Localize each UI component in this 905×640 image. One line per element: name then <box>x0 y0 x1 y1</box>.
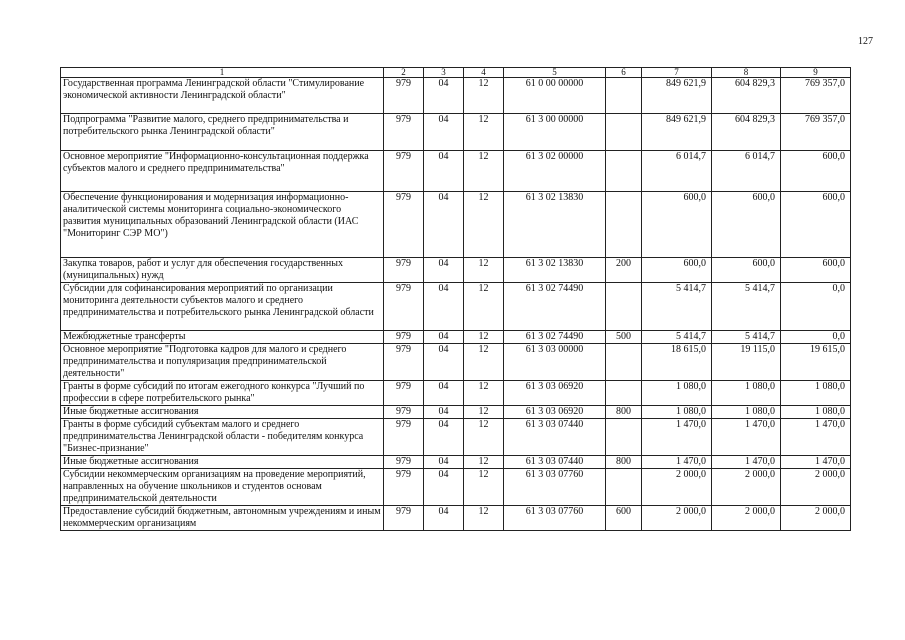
table-row <box>61 151 851 192</box>
row-value-cell: 979 <box>384 192 424 258</box>
row-value-cell: 04 <box>424 192 464 258</box>
row-value-cell: 61 3 02 00000 <box>504 151 606 192</box>
column-header: 7 <box>642 68 712 78</box>
column-header: 8 <box>712 68 781 78</box>
column-header: 2 <box>384 68 424 78</box>
column-header: 5 <box>504 68 606 78</box>
table-row <box>61 419 851 456</box>
row-value-cell: 12 <box>464 506 504 531</box>
row-value-cell: 979 <box>384 469 424 506</box>
row-value-cell: 600 <box>606 506 642 531</box>
row-value-cell <box>606 419 642 456</box>
row-value-cell: 1 470,0 <box>712 456 781 469</box>
row-name-cell: Гранты в форме субсидий субъектам малого и среднего предпринимательства Ленинградской области - победителям конкурса "Бизнес-признание" <box>61 419 384 456</box>
row-name-cell: Гранты в форме субсидий по итогам ежегодного конкурса "Лучший по профессии в сфере потребительского рынка" <box>61 381 384 406</box>
row-value-cell: 04 <box>424 469 464 506</box>
row-value-cell: 6 014,7 <box>642 151 712 192</box>
row-value-cell: 0,0 <box>781 331 851 344</box>
row-value-cell: 1 080,0 <box>781 406 851 419</box>
row-name-cell: Субсидии некоммерческим организациям на проведение мероприятий, направленных на обучение школьников и студентов основам предпринимательской деятельности <box>61 469 384 506</box>
column-header: 9 <box>781 68 851 78</box>
table-row <box>61 469 851 506</box>
row-value-cell: 849 621,9 <box>642 114 712 151</box>
row-name-cell: Обеспечение функционирования и модернизация информационно-аналитической системы мониторинга социально-экономического развития муниципальных образований Ленинградской области (ИАС "Мониторинг СЭР МО") <box>61 192 384 258</box>
row-value-cell: 1 470,0 <box>781 419 851 456</box>
row-name-cell: Иные бюджетные ассигнования <box>61 406 384 419</box>
row-value-cell: 04 <box>424 258 464 283</box>
row-value-cell: 849 621,9 <box>642 78 712 114</box>
table-row <box>61 456 851 469</box>
row-name-cell: Основное мероприятие "Подготовка кадров для малого и среднего предпринимательства и популяризация предпринимательской деятельности" <box>61 344 384 381</box>
row-name-cell: Основное мероприятие "Информационно-консультационная поддержка субъектов малого и среднего предпринимательства" <box>61 151 384 192</box>
row-value-cell <box>606 283 642 331</box>
row-value-cell: 800 <box>606 456 642 469</box>
row-value-cell: 769 357,0 <box>781 114 851 151</box>
row-value-cell: 12 <box>464 151 504 192</box>
row-value-cell: 979 <box>384 78 424 114</box>
row-value-cell: 04 <box>424 344 464 381</box>
row-value-cell: 979 <box>384 151 424 192</box>
table-header-row <box>61 68 851 78</box>
row-value-cell: 5 414,7 <box>642 331 712 344</box>
row-value-cell: 61 0 00 00000 <box>504 78 606 114</box>
row-value-cell: 04 <box>424 456 464 469</box>
row-value-cell: 61 3 02 74490 <box>504 283 606 331</box>
row-value-cell: 61 3 03 06920 <box>504 406 606 419</box>
column-header: 4 <box>464 68 504 78</box>
row-value-cell: 979 <box>384 381 424 406</box>
row-name-cell: Закупка товаров, работ и услуг для обеспечения государственных (муниципальных) нужд <box>61 258 384 283</box>
row-value-cell: 600,0 <box>781 151 851 192</box>
row-value-cell: 1 470,0 <box>712 419 781 456</box>
row-value-cell: 979 <box>384 344 424 381</box>
row-value-cell: 19 115,0 <box>712 344 781 381</box>
row-value-cell: 04 <box>424 406 464 419</box>
column-header: 6 <box>606 68 642 78</box>
row-value-cell: 04 <box>424 78 464 114</box>
row-name-cell: Государственная программа Ленинградской области "Стимулирование экономической активности Ленинградской области" <box>61 78 384 114</box>
row-value-cell <box>606 469 642 506</box>
budget-table <box>60 67 851 531</box>
row-value-cell <box>606 381 642 406</box>
row-value-cell: 12 <box>464 456 504 469</box>
row-value-cell: 979 <box>384 506 424 531</box>
row-name-cell: Подпрограмма "Развитие малого, среднего предпринимательства и потребительского рынка Ленинградской области" <box>61 114 384 151</box>
row-value-cell: 604 829,3 <box>712 114 781 151</box>
row-value-cell: 04 <box>424 114 464 151</box>
row-value-cell: 800 <box>606 406 642 419</box>
row-value-cell: 1 080,0 <box>642 406 712 419</box>
table-row <box>61 344 851 381</box>
row-value-cell: 61 3 02 13830 <box>504 258 606 283</box>
table-row <box>61 78 851 114</box>
row-value-cell: 2 000,0 <box>712 506 781 531</box>
table-row <box>61 381 851 406</box>
row-value-cell: 12 <box>464 331 504 344</box>
row-value-cell <box>606 114 642 151</box>
table-row <box>61 506 851 531</box>
row-value-cell: 12 <box>464 192 504 258</box>
row-value-cell <box>606 344 642 381</box>
row-value-cell: 12 <box>464 78 504 114</box>
row-value-cell <box>606 192 642 258</box>
row-value-cell: 1 470,0 <box>781 456 851 469</box>
row-value-cell: 2 000,0 <box>712 469 781 506</box>
row-value-cell: 61 3 02 74490 <box>504 331 606 344</box>
row-name-cell: Иные бюджетные ассигнования <box>61 456 384 469</box>
table-row <box>61 114 851 151</box>
row-value-cell: 979 <box>384 331 424 344</box>
column-header: 1 <box>61 68 384 78</box>
row-value-cell: 61 3 03 06920 <box>504 381 606 406</box>
row-value-cell: 12 <box>464 344 504 381</box>
table-row <box>61 258 851 283</box>
row-value-cell <box>606 151 642 192</box>
table-row <box>61 331 851 344</box>
row-value-cell: 1 470,0 <box>642 419 712 456</box>
row-value-cell: 979 <box>384 406 424 419</box>
row-value-cell: 2 000,0 <box>781 469 851 506</box>
row-value-cell: 19 615,0 <box>781 344 851 381</box>
row-value-cell: 600,0 <box>642 192 712 258</box>
row-value-cell: 200 <box>606 258 642 283</box>
row-value-cell: 0,0 <box>781 283 851 331</box>
row-value-cell: 5 414,7 <box>712 283 781 331</box>
row-value-cell: 12 <box>464 469 504 506</box>
row-value-cell: 600,0 <box>712 258 781 283</box>
row-value-cell: 18 615,0 <box>642 344 712 381</box>
row-value-cell: 5 414,7 <box>712 331 781 344</box>
row-name-cell: Субсидии для софинансирования мероприятий по организации мониторинга деятельности субъектов малого и среднего предпринимательства и потребительского рынка Ленинградской области <box>61 283 384 331</box>
row-value-cell: 61 3 03 00000 <box>504 344 606 381</box>
column-header: 3 <box>424 68 464 78</box>
row-value-cell: 1 080,0 <box>712 406 781 419</box>
row-value-cell: 04 <box>424 151 464 192</box>
row-value-cell: 979 <box>384 456 424 469</box>
row-value-cell: 12 <box>464 114 504 151</box>
row-value-cell: 979 <box>384 114 424 151</box>
row-value-cell: 04 <box>424 331 464 344</box>
row-value-cell: 2 000,0 <box>642 469 712 506</box>
row-value-cell: 2 000,0 <box>642 506 712 531</box>
row-value-cell: 604 829,3 <box>712 78 781 114</box>
row-value-cell: 04 <box>424 283 464 331</box>
row-value-cell: 12 <box>464 419 504 456</box>
row-value-cell: 1 080,0 <box>712 381 781 406</box>
row-value-cell: 12 <box>464 283 504 331</box>
row-value-cell: 61 3 03 07760 <box>504 469 606 506</box>
row-value-cell: 600,0 <box>712 192 781 258</box>
row-value-cell: 5 414,7 <box>642 283 712 331</box>
row-value-cell: 61 3 02 13830 <box>504 192 606 258</box>
row-value-cell: 61 3 03 07440 <box>504 456 606 469</box>
row-value-cell: 1 470,0 <box>642 456 712 469</box>
row-value-cell: 600,0 <box>642 258 712 283</box>
row-value-cell: 769 357,0 <box>781 78 851 114</box>
row-name-cell: Межбюджетные трансферты <box>61 331 384 344</box>
row-value-cell: 600,0 <box>781 192 851 258</box>
row-value-cell: 04 <box>424 419 464 456</box>
row-value-cell: 61 3 00 00000 <box>504 114 606 151</box>
row-value-cell: 6 014,7 <box>712 151 781 192</box>
row-value-cell: 1 080,0 <box>642 381 712 406</box>
row-value-cell: 979 <box>384 283 424 331</box>
row-name-cell: Предоставление субсидий бюджетным, автономным учреждениям и иным некоммерческим организациям <box>61 506 384 531</box>
row-value-cell: 12 <box>464 406 504 419</box>
table-row <box>61 192 851 258</box>
row-value-cell: 61 3 03 07760 <box>504 506 606 531</box>
row-value-cell: 979 <box>384 419 424 456</box>
row-value-cell: 979 <box>384 258 424 283</box>
row-value-cell: 12 <box>464 381 504 406</box>
row-value-cell: 500 <box>606 331 642 344</box>
table-row <box>61 283 851 331</box>
row-value-cell: 04 <box>424 381 464 406</box>
row-value-cell: 04 <box>424 506 464 531</box>
row-value-cell: 12 <box>464 258 504 283</box>
page-number: 127 <box>858 36 873 47</box>
row-value-cell <box>606 78 642 114</box>
row-value-cell: 2 000,0 <box>781 506 851 531</box>
row-value-cell: 61 3 03 07440 <box>504 419 606 456</box>
row-value-cell: 1 080,0 <box>781 381 851 406</box>
table-row <box>61 406 851 419</box>
row-value-cell: 600,0 <box>781 258 851 283</box>
